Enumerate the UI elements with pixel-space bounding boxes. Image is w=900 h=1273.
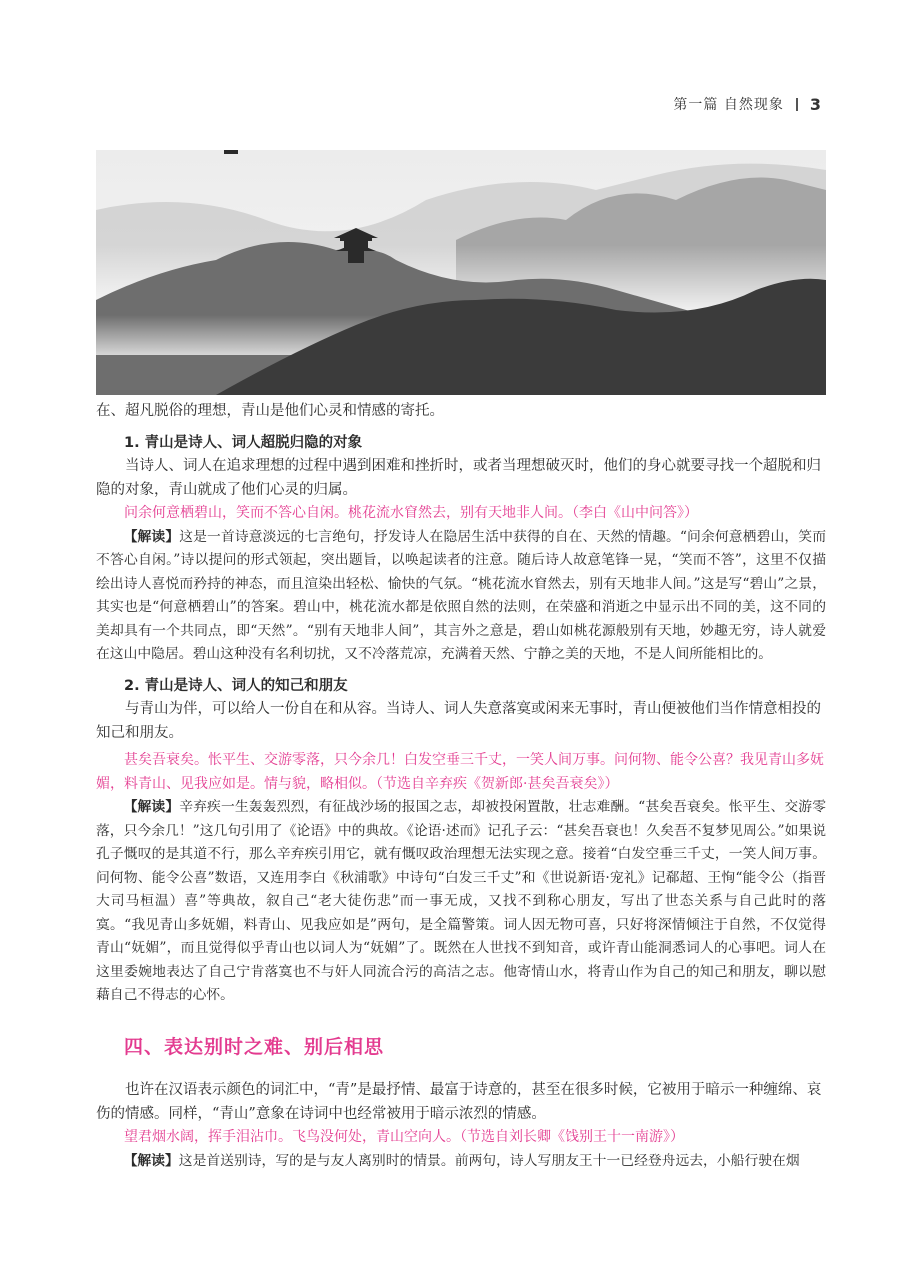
poem-quote-1: 问余何意栖碧山，笑而不答心自闲。桃花流水窅然去，别有天地非人间。（李白《山中问答》） bbox=[124, 505, 698, 521]
analysis-label: 【解读】 bbox=[123, 1152, 179, 1169]
chapter-title: 第一篇 自然现象 bbox=[673, 97, 784, 113]
section-4-text: 也许在汉语表示颜色的词汇中，“青”是最抒情、最富于诗意的，甚至在很多时候，它被用于暗示一种缠绵、哀伤的情感。同样，“青山”意象在诗词中也经常被用于暗示浓烈的情感。 bbox=[96, 1082, 822, 1122]
article-body bbox=[96, 400, 826, 1173]
header-divider bbox=[796, 98, 798, 111]
running-header bbox=[673, 94, 822, 114]
analysis-2 bbox=[96, 796, 826, 1008]
subsection-2-text: 与青山为伴，可以给人一份自在和从容。当诗人、词人失意落寞或闲来无事时，青山便被他们当作情意相投的知己和朋友。 bbox=[96, 701, 821, 741]
analysis-2-text: 辛弃疾一生轰轰烈烈，有征战沙场的报国之志，却被投闲置散，壮志难酬。“甚矣吾衰矣。怅平生、交游零落，只今余几！”这几句引用了《论语》中的典故。《论语·述而》记孔子云：“甚矣吾衰也！久矣吾不复梦见周公。”如果说孔子慨叹的是其道不行，那么辛弃疾引用它，就有慨叹政治理想无法实现之意。接着“白发空垂三千丈，一笑人间万事。问何物、能令公喜”数语，又连用李白《秋浦歌》中诗句“白发三千丈”和《世说新语·宠礼》记郗超、王恂“能令公（指晋大司马桓温）喜”等典故，叙自己“老大徒伤悲”而一事无成，又找不到称心朋友，写出了世态关系与自己此时的落寞。“我见青山多妩媚，料青山、见我应如是”两句，是全篇警策。词人因无物可喜，只好将深情倾注于自然，不仅觉得青山“妩媚”，而且觉得似乎青山也以词人为“妩媚”了。既然在人世找不到知音，或许青山能洞悉词人的心事吧。词人在这里委婉地表达了自己宁肯落寞也不与奸人同流合污的高洁之志。他寄情山水，将青山作为自己的知己和朋友，聊以慰藉自己不得志的心怀。 bbox=[96, 799, 827, 1003]
analysis-label: 【解读】 bbox=[123, 799, 180, 815]
subsection-1-text: 当诗人、词人在追求理想的过程中遇到困难和挫折时，或者当理想破灭时，他们的身心就要寻找一个超脱和归隐的对象，青山就成了他们心灵的归属。 bbox=[96, 458, 821, 498]
section-title-4: 四、表达别时之难、别后相思 bbox=[124, 1035, 385, 1058]
page-number: 3 bbox=[809, 94, 822, 114]
analysis-3-text: 这是首送别诗，写的是与友人离别时的情景。前两句，诗人写朋友王十一已经登舟远去，小船行驶在烟 bbox=[178, 1152, 800, 1169]
analysis-label: 【解读】 bbox=[123, 528, 180, 545]
ink-wash-mountain-illustration bbox=[96, 150, 826, 395]
poem-quote-3: 望君烟水阔，挥手泪沾巾。飞鸟没何处，青山空向人。（节选自刘长卿《饯别王十一南游》） bbox=[124, 1129, 684, 1145]
subsection-title-2: 2. 青山是诗人、词人的知己和朋友 bbox=[124, 677, 348, 694]
paragraph-continued: 在、超凡脱俗的理想，青山是他们心灵和情感的寄托。 bbox=[96, 403, 444, 419]
analysis-3 bbox=[96, 1150, 826, 1174]
analysis-1-text: 这是一首诗意淡远的七言绝句，抒发诗人在隐居生活中获得的自在、天然的情趣。“问余何意栖碧山，笑而不答心自闲。”诗以提问的形式领起，突出题旨，以唤起读者的注意。随后诗人故意笔锋一晃，“笑而不答”，这里不仅描绘出诗人喜悦而矜持的神态，而且渲染出轻松、愉快的气氛。“桃花流水窅然去，别有天地非人间。”这是写“碧山”之景，其实也是“何意栖碧山”的答案。碧山中，桃花流水都是依照自然的法则，在荣盛和消逝之中显示出不同的美，这不同的美却具有一个共同点，即“天然”。“别有天地非人间”，其言外之意是，碧山如桃花源般别有天地，妙趣无穷，诗人就爱在这山中隐居。碧山这种没有名利切扰，又不冷落荒凉，充满着天然、宁静之美的天地，不是人间所能相比的。 bbox=[96, 528, 827, 662]
poem-quote-2: 甚矣吾衰矣。怅平生、交游零落，只今余几！白发空垂三千丈，一笑人间万事。问何物、能令公喜？我见青山多妩媚，料青山、见我应如是。情与貌，略相似。（节选自辛弃疾《贺新郎·甚矣吾衰矣》） bbox=[96, 752, 824, 792]
subsection-title-1: 1. 青山是诗人、词人超脱归隐的对象 bbox=[124, 434, 363, 451]
analysis-1 bbox=[96, 526, 826, 667]
